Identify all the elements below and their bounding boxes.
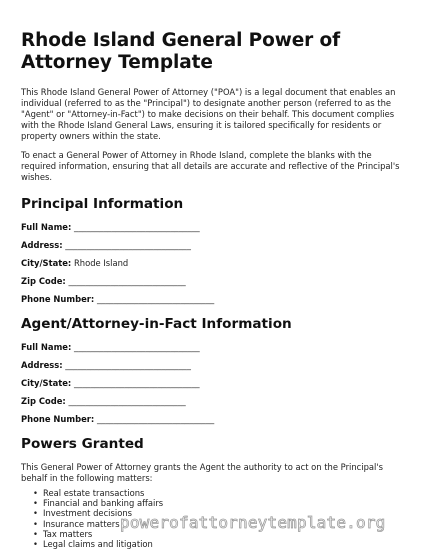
power-item-label: Investment decisions xyxy=(43,508,132,519)
field-label: Phone Number: xyxy=(21,414,95,424)
instructions-paragraph: To enact a General Power of Attorney in Rhode Island, complete the blanks with the required information, ensuring that all details are accurate and reflective of the Principal's wishes. xyxy=(21,150,400,182)
bullet-icon: • xyxy=(33,508,38,519)
site-watermark: powerofattorneytemplate.org xyxy=(120,513,386,532)
power-item-label: Financial and banking affairs xyxy=(43,498,164,509)
bullet-icon: • xyxy=(33,528,38,539)
field-label: Address: xyxy=(21,240,63,250)
principal-zip-code-field[interactable] xyxy=(21,276,405,286)
list-item xyxy=(33,488,405,498)
field-value: ____________________________ xyxy=(68,276,186,286)
agent-section-heading: Agent/Attorney-in-Fact Information xyxy=(21,316,292,332)
field-label: City/State: xyxy=(21,378,72,388)
field-label: Zip Code: xyxy=(21,396,66,406)
list-item xyxy=(33,539,405,549)
list-item xyxy=(33,498,405,508)
principal-section-heading: Principal Information xyxy=(21,196,184,212)
agent-fields xyxy=(21,342,405,424)
agent-full-name-field[interactable] xyxy=(21,342,405,352)
principal-phone-number-field[interactable] xyxy=(21,294,405,304)
power-item-label: Legal claims and litigation xyxy=(43,539,153,549)
field-label: Full Name: xyxy=(21,342,72,352)
power-item-label: Real estate transactions xyxy=(43,488,145,498)
principal-address-field[interactable] xyxy=(21,240,405,250)
powers-section-heading: Powers Granted xyxy=(21,436,144,452)
field-label: Phone Number: xyxy=(21,294,95,304)
agent-city-state-field[interactable] xyxy=(21,378,405,388)
principal-fields xyxy=(21,222,405,304)
field-value: ____________________________ xyxy=(68,396,186,406)
principal-full-name-field[interactable] xyxy=(21,222,405,232)
document-page xyxy=(21,30,405,549)
bullet-icon: • xyxy=(33,539,38,549)
field-label: Address: xyxy=(21,360,63,370)
bullet-icon: • xyxy=(33,488,38,498)
field-value: ______________________________ xyxy=(73,378,200,388)
document-title: Rhode Island General Power of Attorney Template xyxy=(21,30,341,73)
bullet-icon: • xyxy=(33,518,38,529)
field-label: Full Name: xyxy=(21,222,72,232)
powers-intro-paragraph: This General Power of Attorney grants the Agent the authority to act on the Principal's behalf in the following matters: xyxy=(21,462,384,483)
power-item-label: Insurance matters xyxy=(43,518,120,529)
field-value: Rhode Island xyxy=(73,258,129,268)
bullet-icon: • xyxy=(33,498,38,509)
field-value: ______________________________ xyxy=(65,240,191,250)
power-item-label: Tax matters xyxy=(43,528,93,539)
field-label: City/State: xyxy=(21,258,72,268)
agent-address-field[interactable] xyxy=(21,360,405,370)
agent-phone-number-field[interactable] xyxy=(21,414,405,424)
field-value: ______________________________ xyxy=(74,342,200,352)
field-value: ______________________________ xyxy=(65,360,191,370)
field-label: Zip Code: xyxy=(21,276,66,286)
intro-paragraph: This Rhode Island General Power of Attorney ("POA") is a legal document that enables an individual (referred to as the "Principal") to designate another person (referred to as the "Agent" or "Attorney-in-Fact") to make decisions on their behalf. This document complies with the Rhode Island General Laws, ensuring it is tailored specifically for residents or property owners within the state. xyxy=(21,87,396,141)
agent-zip-code-field[interactable] xyxy=(21,396,405,406)
field-value: ____________________________ xyxy=(96,414,215,424)
field-value: ____________________________ xyxy=(96,294,215,304)
field-value: ______________________________ xyxy=(74,222,200,232)
principal-city-state-field[interactable] xyxy=(21,258,405,268)
